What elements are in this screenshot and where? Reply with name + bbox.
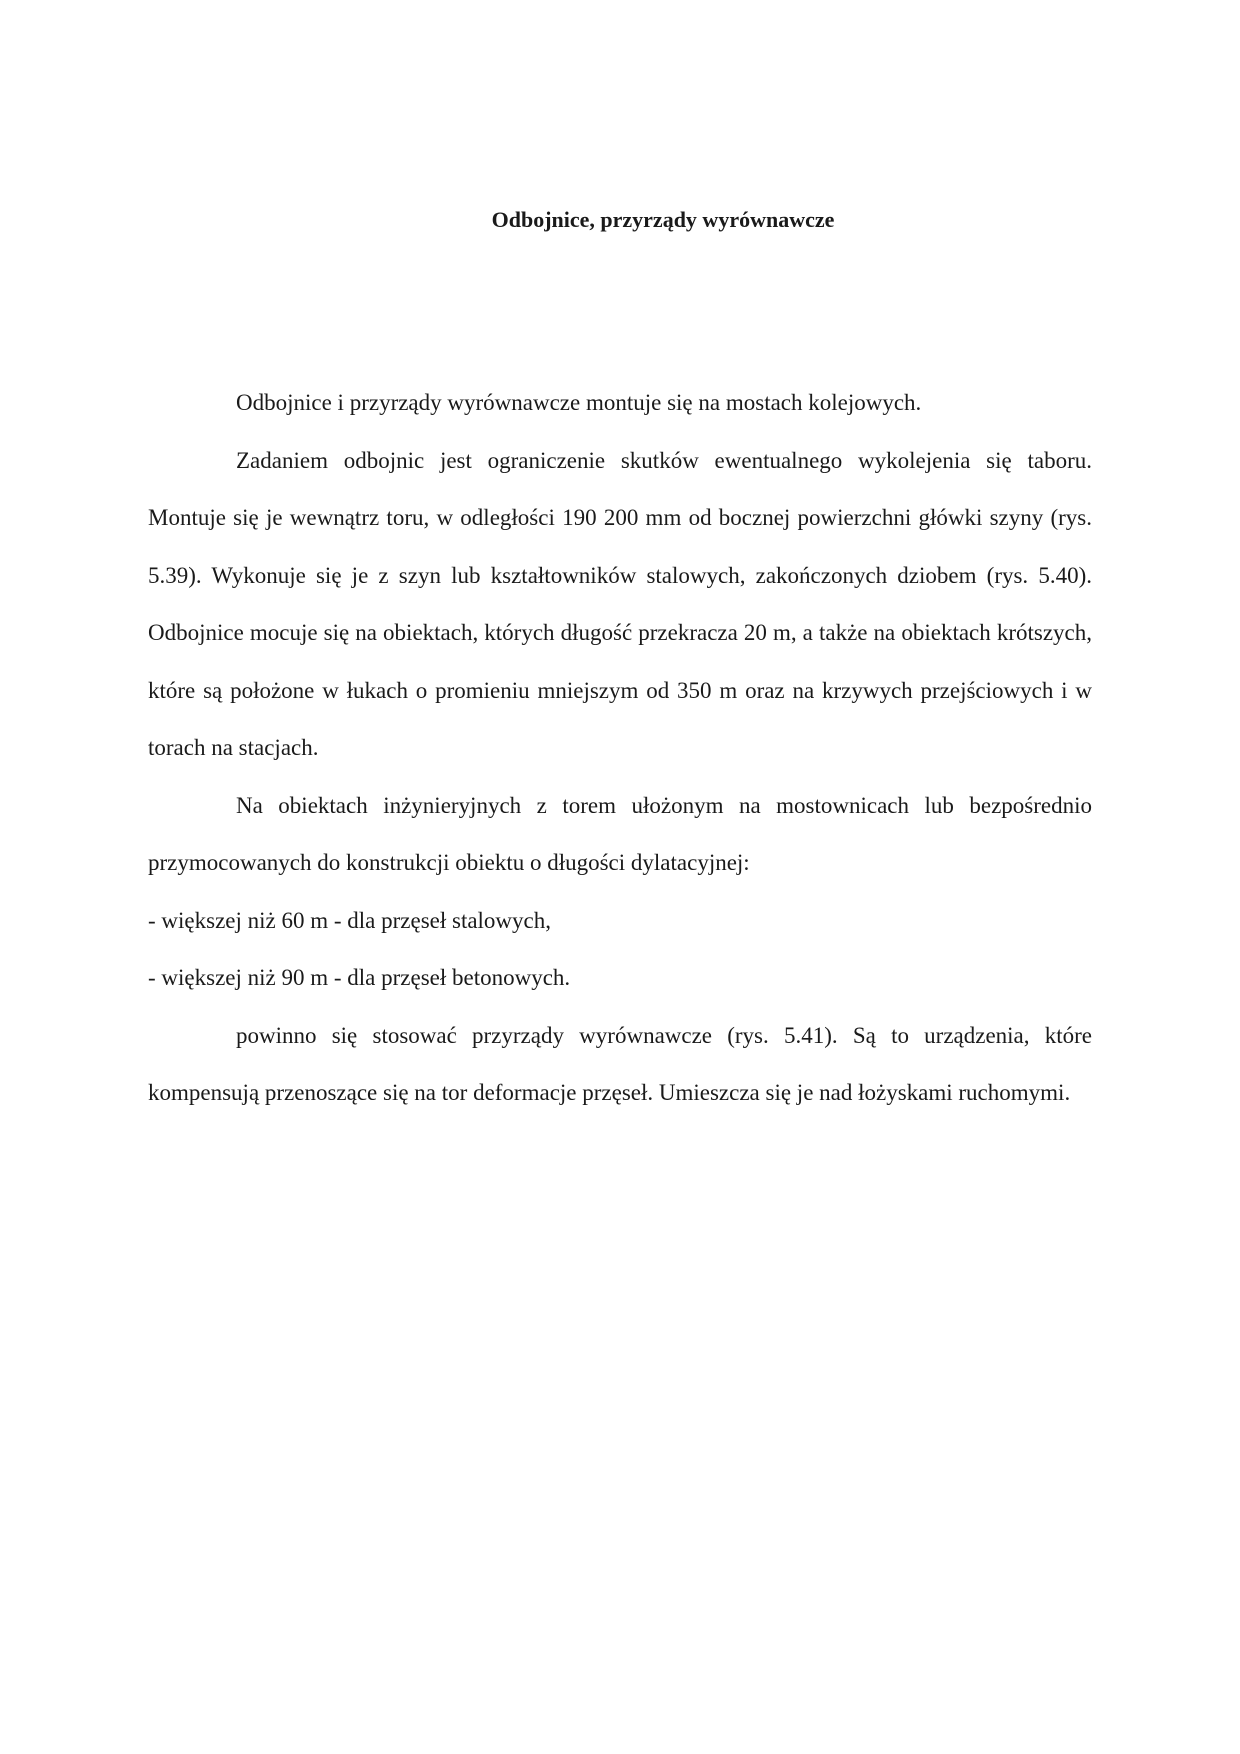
paragraph-intro: Odbojnice i przyrządy wyrównawcze montuje się na mostach kolejowych. — [236, 390, 922, 415]
paragraph-dylatacja: Na obiektach inżynieryjnych z torem ułożonym na mostownicach lub bezpośrednio przymocowanych do konstrukcji obiektu o długości dylatacyjnej: — [148, 792, 1092, 875]
paragraph-closing: powinno się stosować przyrządy wyrównawcze (rys. 5.41). Są to urządzenia, które kompensują przenoszące się na tor deformacje przęseł. Umieszcza się je nad łożyskami ruchomymi. — [148, 1022, 1092, 1105]
list-item-concrete: - większej niż 90 m - dla przęseł betonowych. — [148, 965, 571, 990]
list-item-steel: - większej niż 60 m - dla przęseł stalowych, — [148, 907, 552, 933]
document-body — [148, 374, 1092, 1122]
paragraph-odbojnice: Zadaniem odbojnic jest ograniczenie skutków ewentualnego wykolejenia się taboru. Montuje się je wewnątrz toru, w odległości 190 200 mm od bocznej powierzchni główki szyny (rys. 5.39). Wykonuje się je z szyn lub kształtowników stalowych, zakończonych dziobem (rys. 5.40). Odbojnice mocuje się na obiektach, których długość przekracza 20 m, a także na obiektach krótszych, które są położone w łukach o promieniu mniejszym od 350 m oraz na krzywych przejściowych i w torach na stacjach. — [148, 447, 1092, 760]
document-title: Odbojnice, przyrządy wyrównawcze — [491, 207, 835, 232]
